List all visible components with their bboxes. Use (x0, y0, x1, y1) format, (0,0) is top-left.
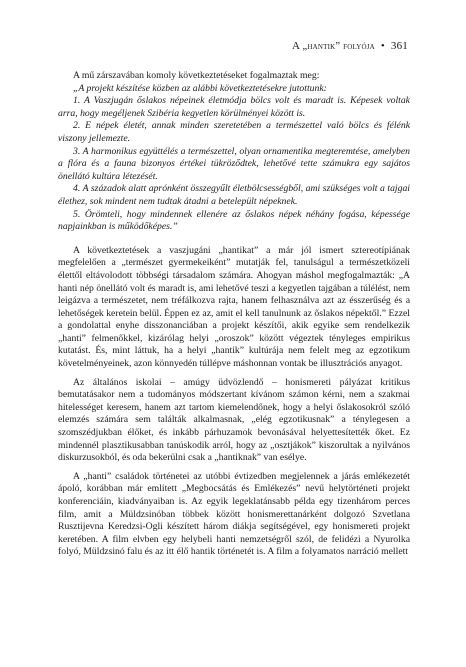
body-paragraph-1: A következtetések a vaszjugáni „hantikat” a már jól ismert sztereotípiának megfelelően a „természet gyermekeiként” mutatják fel, tanulságul a természetközeli élettől eltávolodott többségi társadalom számára. Ahogyan máshol megfogalmazták: „A hanti nép önellátó volt és maradt is, ami lehetővé teszi a kegyetlen tajgában a túlélést, nem leigázva a természetet, nem tréfálkozva rajta, hanem felhasználva azt az ésszerűség és a lehetőségek keretein belül. Éppen ez az, amit el kell tanulnunk az őslakos népektől.” Ezzel a gondolattal enyhe disszonanciában a projekt készítői, akik egyike sem rendelkezik „hanti” felmenőkkel, kizárólag helyi „oroszok” között végeztek tényleges empirikus kutatást. És, mint láttuk, ha a helyi „hantik” kultúrája nem felelt meg az egzotikum követelményeinek, azon könnyedén túllépve máshonnan vontak be illusztrációs anyagot. (58, 244, 410, 370)
header-letter: A (292, 40, 300, 52)
body-paragraph-3: A „hanti” családok történetei az utóbbi évtizedben megjelennek a járás emlékezetét ápoló, korábban már említett „Megbocsátás és Emlékezés” nevű helytörténeti projekt konferenciáin, kiadványaiban is. Az egyik legeklatánsabb példa egy tizenhárom perces film, amit a Müldzsinóban többek között honismerettanárként dolgozó Szvetlana Rusztijevna Keredzsi-Ogli készített három diákja segítségével, egy honismereti projekt keretében. A film elvben egy helybeli hanti nemzetségről szól, de felidézi a Nyurolka folyó, Müldzsinó falu és az itt élő hantik történetét is. A film a folyamatos narráció mellett (58, 470, 410, 558)
quote-item-4: 4. A századok alatt aprónként összegyűlt életbölcsességből, ami szükséges volt a tajgai élethez, sok mindent nem tudtak átadni a betelepült népeknek. (58, 183, 410, 207)
running-header (292, 40, 408, 52)
quote-intro: A mű zárszavában komoly következtetéseket fogalmaztak meg: (73, 70, 320, 81)
quote-item-3: 3. A harmonikus együttélés a természettel, olyan ornamentika megteremtése, amelyben a flóra és a fauna bizonyos értékei tükröződtek, lehetővé tette számukra egy sajátos önellátó kultúra létezését. (58, 145, 410, 182)
quote-block (58, 70, 410, 559)
quote-item-2: 2. E népek életét, annak minden szeretetében a természettel való bölcs és félénk viszony jellemezte. (58, 120, 410, 144)
quote-item-1: 1. A Vaszjugán őslakos népeinek életmódja bölcs volt és maradt is. Képesek voltak arra, hogy megéljenek Szibéria kegyetlen körülményei között is. (58, 95, 410, 119)
quote-line: „A projekt készítése közben az alábbi következtetésekre jutottunk: (73, 82, 327, 94)
header-title: „hantik” folyója (302, 41, 375, 52)
bullet-icon: • (380, 40, 385, 52)
quote-item-5: 5. Örömteli, hogy mindennek ellenére az őslakos népek néhány fogása, képessége napjainkban is működőképes.” (58, 208, 410, 233)
body-paragraph-2: Az általános iskolai – amúgy üdvözlendő – honismereti pályázat kritikus bemutatásakor nem a tudományos módszertant kívánom számon kérni, nem a szakmai hitelességet keresem, hanem azt tartom kiemelendőnek, hogy a helyi őslakosokról szóló elemzés számára sem találták alkalmasnak, „elég egzotikusnak” a ténylegesen a szomszédjukban élőket, és inkább párhuzamok bevonásával helyettesítették őket. Ez mindennél plasztikusabban tanúskodik arról, hogy az „osztjákok” kiszorultak a nyilvános diskurzusokból, és oda bekerülni csak a „hantiknak” van esélye. (58, 376, 410, 464)
page-number: 361 (390, 40, 408, 52)
